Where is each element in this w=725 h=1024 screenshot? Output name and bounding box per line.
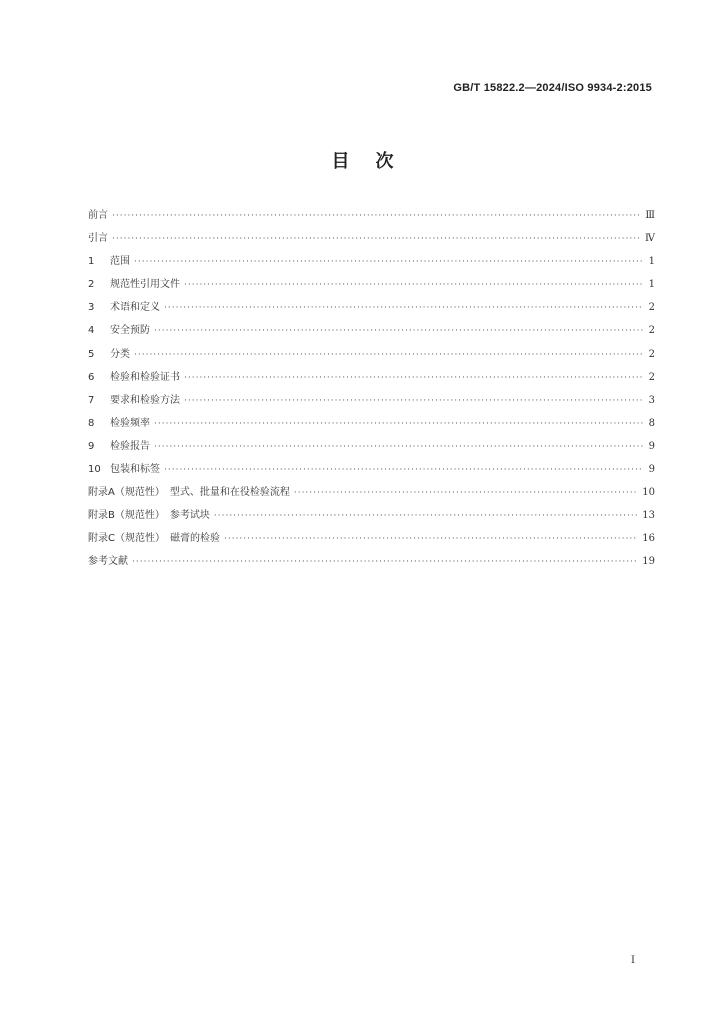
toc-leader-dots bbox=[184, 373, 643, 383]
toc-entry[interactable] bbox=[88, 391, 655, 414]
toc-leader-dots bbox=[184, 280, 643, 290]
toc-entry-page: 13 bbox=[642, 510, 655, 522]
toc-entry-label: 附录C（规范性） 磁膏的检验 bbox=[88, 533, 220, 545]
toc-entry[interactable] bbox=[88, 368, 655, 391]
toc-entry-page: 8 bbox=[648, 417, 655, 429]
toc-leader-dots bbox=[164, 465, 643, 475]
toc-entry-label: 附录B（规范性） 参考试块 bbox=[88, 510, 210, 522]
toc-entry-label: 术语和定义 bbox=[110, 302, 160, 314]
toc-entry-label: 检验报告 bbox=[110, 440, 150, 452]
toc-entry-label: 检验和检验证书 bbox=[110, 371, 180, 383]
toc-entry-number: 5 bbox=[88, 348, 95, 360]
toc-entry-label: 安全预防 bbox=[110, 325, 150, 337]
toc-leader-dots bbox=[154, 326, 643, 336]
toc-entry-page: 9 bbox=[648, 440, 655, 452]
toc-entry-page: 2 bbox=[648, 348, 655, 360]
page-number: I bbox=[631, 955, 635, 966]
toc-entry-page: 2 bbox=[648, 371, 655, 383]
toc-leader-dots bbox=[164, 303, 643, 313]
toc-entry-page: 1 bbox=[648, 256, 655, 268]
toc-entry[interactable] bbox=[88, 437, 655, 460]
toc-entry[interactable] bbox=[88, 414, 655, 437]
toc-leader-dots bbox=[112, 234, 641, 244]
toc-entry-label: 包装和标签 bbox=[110, 464, 160, 476]
toc-entry-number: 7 bbox=[88, 394, 95, 406]
toc-leader-dots bbox=[134, 257, 643, 267]
toc-entry-number: 4 bbox=[88, 325, 95, 337]
toc-entry-number: 8 bbox=[88, 417, 95, 429]
toc-entry-page: 9 bbox=[648, 464, 655, 476]
toc-entry-number: 3 bbox=[88, 302, 95, 314]
toc-entry-page: 10 bbox=[642, 487, 655, 499]
standard-number: GB/T 15822.2—2024/ISO 9934-2:2015 bbox=[453, 82, 652, 94]
toc-entry-page: 1 bbox=[648, 279, 655, 291]
toc-entry[interactable] bbox=[88, 275, 655, 298]
toc-leader-dots bbox=[224, 534, 638, 544]
toc-entry-page: 2 bbox=[648, 325, 655, 337]
toc-entry-page: 2 bbox=[648, 302, 655, 314]
toc-entry-page: 16 bbox=[642, 533, 655, 545]
toc-entry[interactable] bbox=[88, 483, 655, 506]
toc-entry[interactable] bbox=[88, 345, 655, 368]
toc-entry-label: 引言 bbox=[88, 233, 108, 245]
toc-leader-dots bbox=[132, 557, 638, 567]
toc-entry[interactable] bbox=[88, 298, 655, 321]
toc-entry-number: 1 bbox=[88, 256, 95, 268]
toc-entry-number: 6 bbox=[88, 371, 95, 383]
toc-entry-label: 检验频率 bbox=[110, 417, 150, 429]
toc-entry[interactable] bbox=[88, 321, 655, 344]
toc-leader-dots bbox=[112, 211, 641, 221]
toc-entry-number: 2 bbox=[88, 279, 95, 291]
toc-entry[interactable] bbox=[88, 206, 655, 229]
toc-entry[interactable] bbox=[88, 506, 655, 529]
toc-entry-page: 3 bbox=[648, 394, 655, 406]
page-title: 目次 bbox=[331, 151, 420, 172]
toc-entry-label: 前言 bbox=[88, 210, 108, 221]
toc-entry[interactable] bbox=[88, 229, 655, 252]
toc-entry-page: Ⅲ bbox=[645, 210, 655, 221]
toc-entry[interactable] bbox=[88, 460, 655, 483]
toc-leader-dots bbox=[154, 419, 643, 429]
toc-entry[interactable] bbox=[88, 529, 655, 552]
toc-entry-label: 要求和检验方法 bbox=[110, 394, 180, 406]
toc-leader-dots bbox=[134, 350, 643, 360]
table-of-contents bbox=[88, 206, 655, 576]
toc-entry-label: 范围 bbox=[110, 256, 130, 268]
toc-entry[interactable] bbox=[88, 552, 655, 575]
toc-entry-number: 10 bbox=[88, 464, 101, 476]
toc-leader-dots bbox=[184, 396, 643, 406]
toc-entry-label: 规范性引用文件 bbox=[110, 279, 180, 291]
toc-leader-dots bbox=[214, 511, 638, 521]
toc-entry-number: 9 bbox=[88, 440, 95, 452]
toc-entry-label: 参考文献 bbox=[88, 556, 128, 568]
toc-leader-dots bbox=[294, 488, 638, 498]
toc-entry-page: 19 bbox=[642, 556, 655, 568]
toc-entry-page: Ⅳ bbox=[645, 233, 655, 245]
toc-entry[interactable] bbox=[88, 252, 655, 275]
toc-leader-dots bbox=[154, 442, 643, 452]
toc-entry-label: 分类 bbox=[110, 348, 130, 360]
toc-entry-label: 附录A（规范性） 型式、批量和在役检验流程 bbox=[88, 487, 290, 499]
